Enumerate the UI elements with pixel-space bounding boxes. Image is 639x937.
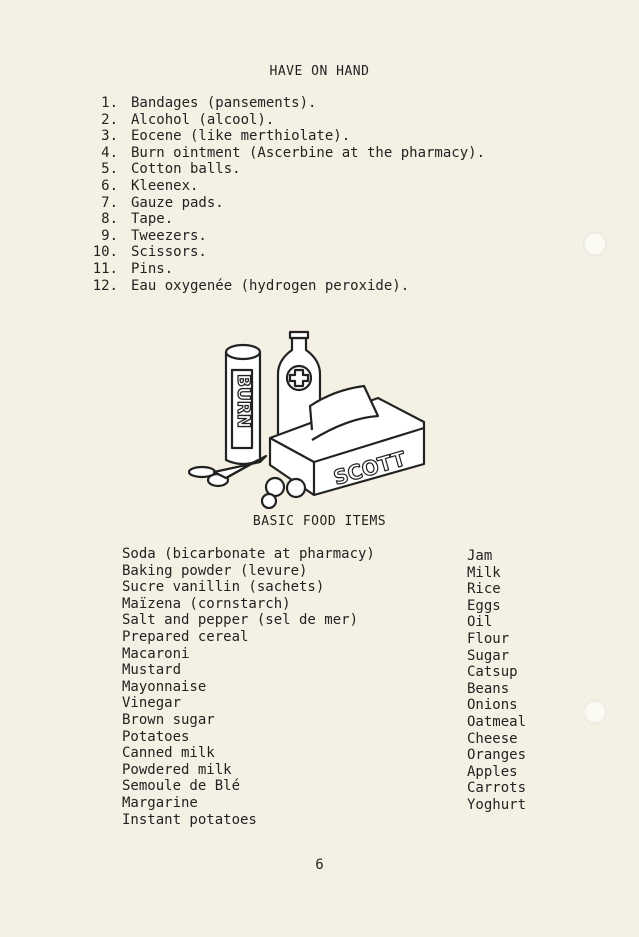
page-number: 6 <box>315 857 324 873</box>
list-item <box>70 178 485 195</box>
list-item-text: Alcohol (alcool). <box>131 111 275 128</box>
food-item: Maïzena (cornstarch) <box>122 595 291 612</box>
list-item-number: 7. <box>101 194 118 211</box>
food-item: Oil <box>467 614 493 631</box>
food-item: Macaroni <box>122 645 190 662</box>
list-item-text: Gauze pads. <box>131 194 224 211</box>
basic-food-items-title: BASIC FOOD ITEMS <box>252 514 387 529</box>
list-item-number: 6. <box>101 177 118 194</box>
food-item: Vinegar <box>122 695 182 712</box>
first-aid-list <box>70 95 485 294</box>
food-item: Yoghurt <box>467 796 527 813</box>
tissue-box-label: SCOTT <box>330 446 409 490</box>
food-item: Apples <box>467 763 518 780</box>
list-item <box>70 228 485 245</box>
list-item-number: 2. <box>101 111 118 128</box>
food-item: Margarine <box>122 794 198 811</box>
food-item: Onions <box>467 697 518 714</box>
food-item: Beans <box>467 680 510 697</box>
list-item-number: 12. <box>92 277 118 294</box>
list-item-text: Scissors. <box>131 244 207 261</box>
list-item-text: Eau oxygenée (hydrogen peroxide). <box>131 277 410 294</box>
list-item-number: 3. <box>101 128 118 145</box>
food-item: Salt and pepper (sel de mer) <box>122 612 359 629</box>
list-item-text: Tape. <box>131 211 174 228</box>
list-item-text: Cotton balls. <box>131 161 241 178</box>
food-item: Oatmeal <box>467 713 527 730</box>
food-item: Powdered milk <box>122 761 232 778</box>
list-item-text: Eocene (like merthiolate). <box>131 128 351 145</box>
list-item-text: Tweezers. <box>131 227 207 244</box>
list-item <box>70 195 485 212</box>
food-item: Catsup <box>467 664 518 681</box>
list-item-text: Burn ointment (Ascerbine at the pharmacy). <box>131 144 486 161</box>
binder-hole-bottom <box>583 700 607 724</box>
list-item <box>70 278 485 295</box>
food-item: Sucre vanillin (sachets) <box>122 579 325 596</box>
food-item: Potatoes <box>122 728 190 745</box>
list-item <box>70 261 485 278</box>
food-item: Instant potatoes <box>122 811 257 828</box>
list-item-number: 8. <box>101 211 118 228</box>
food-item: Flour <box>467 630 510 647</box>
list-item <box>70 244 485 261</box>
food-item: Brown sugar <box>122 711 215 728</box>
list-item-text: Pins. <box>131 260 174 277</box>
list-item <box>70 211 485 228</box>
food-list-left <box>122 546 375 828</box>
list-item <box>70 112 485 129</box>
food-item: Soda (bicarbonate at pharmacy) <box>122 546 375 562</box>
food-item: Carrots <box>467 780 527 797</box>
food-item: Oranges <box>467 747 527 764</box>
food-item: Semoule de Blé <box>122 778 241 795</box>
food-item: Baking powder (levure) <box>122 562 308 579</box>
list-item-number: 9. <box>101 227 118 244</box>
food-item: Jam <box>467 548 493 564</box>
first-aid-supplies-illustration <box>188 330 438 515</box>
can-label: BURN <box>233 374 253 429</box>
food-item: Mustard <box>122 662 182 679</box>
list-item-text: Bandages (pansements). <box>131 95 317 111</box>
list-item <box>70 161 485 178</box>
food-item: Canned milk <box>122 745 215 762</box>
list-item-number: 11. <box>92 260 118 277</box>
food-list-right <box>467 548 526 814</box>
food-item: Milk <box>467 564 501 581</box>
list-item-number: 10. <box>92 244 118 261</box>
list-item-number: 5. <box>101 161 118 178</box>
list-item-text: Kleenex. <box>131 177 199 194</box>
cotton-balls-icon <box>262 478 305 508</box>
food-item: Sugar <box>467 647 510 664</box>
list-item-number: 1. <box>101 95 118 111</box>
can-icon <box>226 345 260 464</box>
food-item: Mayonnaise <box>122 678 207 695</box>
list-item <box>70 128 485 145</box>
food-item: Rice <box>467 581 501 598</box>
food-item: Cheese <box>467 730 518 747</box>
list-item <box>70 95 485 112</box>
list-item <box>70 145 485 162</box>
list-item-number: 4. <box>101 144 118 161</box>
have-on-hand-title: HAVE ON HAND <box>269 64 370 79</box>
food-item: Prepared cereal <box>122 628 249 645</box>
food-item: Eggs <box>467 597 501 614</box>
binder-hole-top <box>583 232 607 256</box>
